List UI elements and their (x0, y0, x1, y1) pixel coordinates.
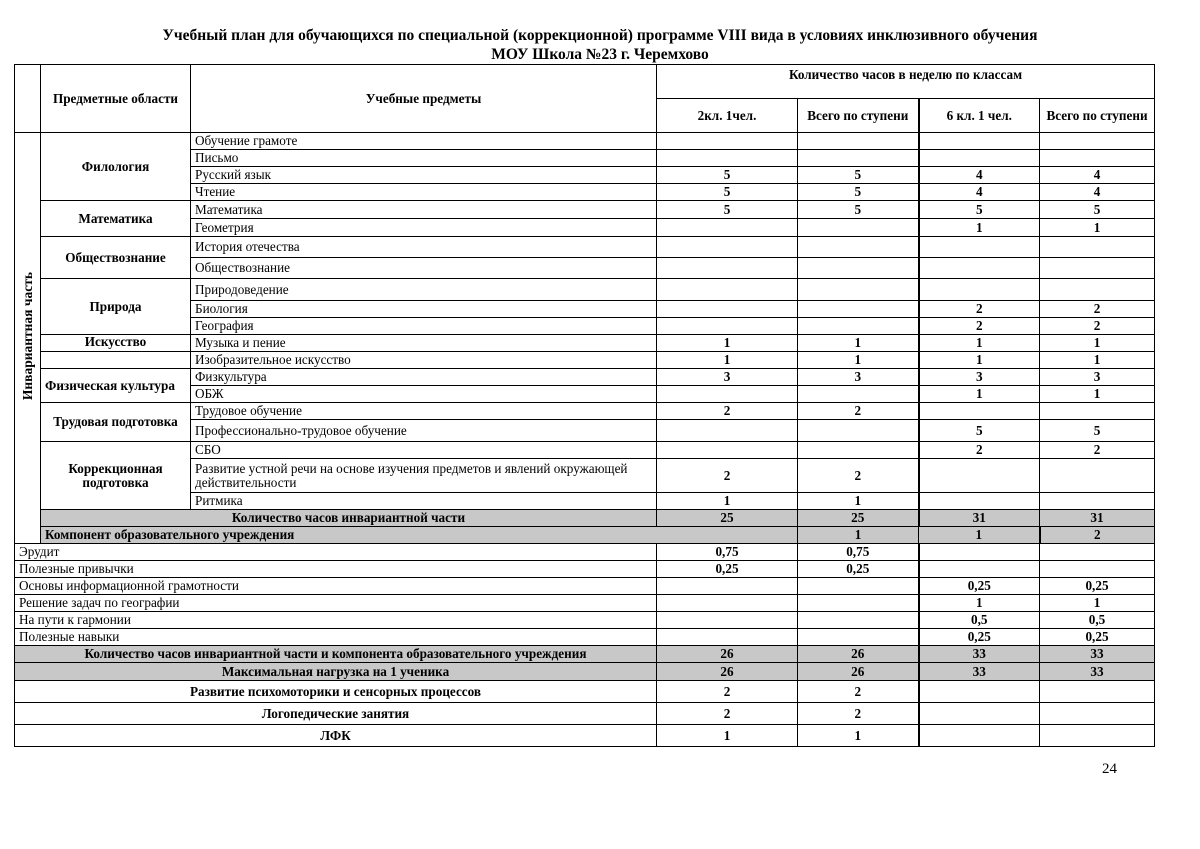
subject-name: Русский язык (191, 167, 657, 184)
area-art: Искусство (41, 335, 191, 352)
header-total2: Всего по ступени (1040, 99, 1155, 133)
table-row: География 2 2 (15, 318, 1155, 335)
table-row: Биология 2 2 (15, 301, 1155, 318)
header-subjects: Учебные предметы (191, 65, 657, 133)
invariant-total-row: Количество часов инвариантной части 25 25 31 31 (15, 510, 1155, 527)
max-load-row: Максимальная нагрузка на 1 ученика 26 26 33 33 (15, 663, 1155, 681)
subject-name: ОБЖ (191, 386, 657, 403)
subject-name: Обучение грамоте (191, 133, 657, 150)
table-row: Профессионально-трудовое обучение 5 5 (15, 420, 1155, 442)
area-labor: Трудовая подготовка (41, 403, 191, 442)
header-row (15, 65, 1155, 99)
subject-name: История отечества (191, 237, 657, 258)
table-row: На пути к гармонии 0,5 0,5 (15, 612, 1155, 629)
subject-name: Обществознание (191, 258, 657, 279)
curriculum-table (14, 64, 1155, 747)
invariant-part-label: Инвариантная часть (15, 133, 41, 544)
area-math: Математика (41, 201, 191, 237)
school-name: МОУ Школа №23 г. Черемхово (491, 46, 709, 63)
combined-total-row: Количество часов инвариантной части и компонента образовательного учреждения 26 26 33 33 (15, 646, 1155, 663)
table-row: Развитие психомоторики и сенсорных процессов 2 2 (15, 681, 1155, 703)
table-row: Развитие устной речи на основе изучения предметов и явлений окружающей действительности 2 2 (15, 459, 1155, 493)
table-row (15, 237, 1155, 258)
area-correctional: Коррекционная подготовка (41, 442, 191, 510)
subject-name: Математика (191, 201, 657, 219)
subject-name: Физкультура (191, 369, 657, 386)
table-row (15, 133, 1155, 150)
table-row: ОБЖ 1 1 (15, 386, 1155, 403)
subject-name: Профессионально-трудовое обучение (191, 420, 657, 442)
area-philology: Филология (41, 133, 191, 201)
table-row: Трудовая подготовка Трудовое обучение 2 2 (15, 403, 1155, 420)
subject-name: Геометрия (191, 219, 657, 237)
header-total1: Всего по ступени (798, 99, 919, 133)
subject-name: Биология (191, 301, 657, 318)
subject-name: Ритмика (191, 493, 657, 510)
table-row: Логопедические занятия 2 2 (15, 703, 1155, 725)
document-title: Учебный план для обучающихся по специальной (коррекционной) программе VIII вида в условиях инклюзивного обучения (162, 27, 1038, 44)
table-row: Эрудит 0,75 0,75 (15, 544, 1155, 561)
table-row (15, 279, 1155, 301)
page-number: 24 (1102, 761, 1117, 777)
subject-name: Трудовое обучение (191, 403, 657, 420)
header-hours: Количество часов в неделю по классам (657, 65, 1155, 99)
header-grade6: 6 кл. 1 чел. (919, 99, 1040, 133)
table-row: Русский язык 5 5 4 4 (15, 167, 1155, 184)
subject-name: Чтение (191, 184, 657, 201)
table-row: Основы информационной грамотности 0,25 0,25 (15, 578, 1155, 595)
area-physical-culture: Физическая культура (41, 369, 191, 403)
table-row: Математика Математика 5 5 5 5 (15, 201, 1155, 219)
subject-name: Изобразительное искусство (191, 352, 657, 369)
subject-name: География (191, 318, 657, 335)
table-row: Полезные навыки 0,25 0,25 (15, 629, 1155, 646)
table-row: ЛФК 1 1 (15, 725, 1155, 747)
table-row: Чтение 5 5 4 4 (15, 184, 1155, 201)
area-nature: Природа (41, 279, 191, 335)
subject-name: Природоведение (191, 279, 657, 301)
subject-name: СБО (191, 442, 657, 459)
table-row: Ритмика 1 1 (15, 493, 1155, 510)
table-row: Полезные привычки 0,25 0,25 (15, 561, 1155, 578)
subject-name: Музыка и пение (191, 335, 657, 352)
table-row: Коррекционная подготовка СБО 2 2 (15, 442, 1155, 459)
subject-name: Развитие устной речи на основе изучения предметов и явлений окружающей действительности (191, 459, 657, 493)
table-row: Физическая культура Физкультура 3 3 3 3 (15, 369, 1155, 386)
header-areas: Предметные области (41, 65, 191, 133)
table-row: Решение задач по географии 1 1 (15, 595, 1155, 612)
component-row: Компонент образовательного учреждения 1 1 2 (15, 527, 1155, 544)
table-row: Геометрия 1 1 (15, 219, 1155, 237)
table-row: Изобразительное искусство 1 1 1 1 (15, 352, 1155, 369)
header-grade2: 2кл. 1чел. (657, 99, 798, 133)
table-row: Искусство Музыка и пение 1 1 1 1 (15, 335, 1155, 352)
area-social: Обществознание (41, 237, 191, 279)
subject-name: Письмо (191, 150, 657, 167)
